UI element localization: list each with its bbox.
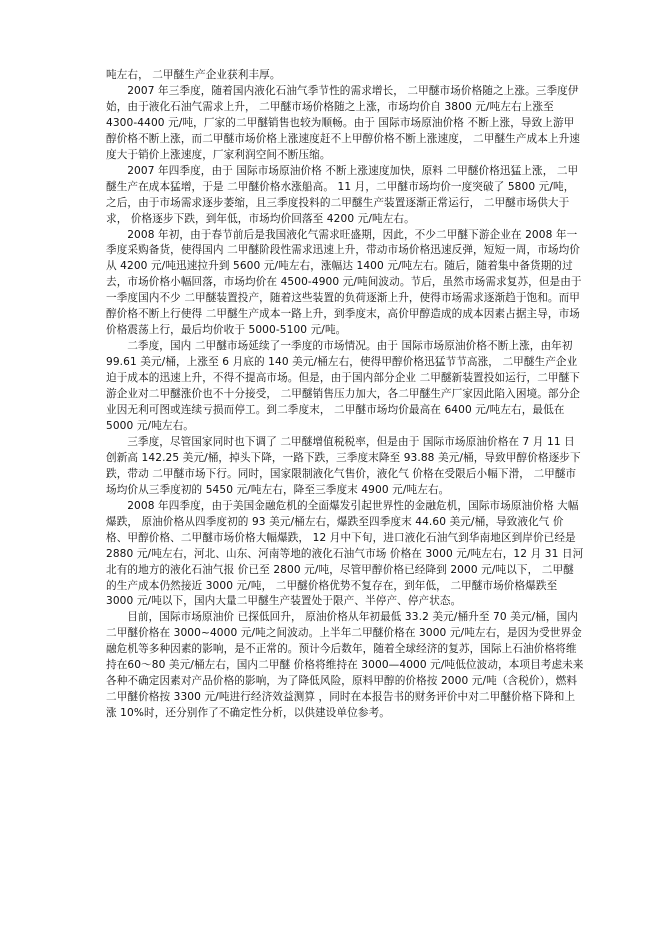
paragraph: 2008 年四季度，由于美国金融危机的全面爆发引起世界性的金融危机，国际市场原油价格 大幅爆跌， 原油价格从四季度初的 93 美元/桶左右，爆跌至四季度末 44.60 美元/桶，导致液化气 价格、甲醇价格、二甲醚市场价格大幅爆跌， 12 月中下旬，进口液化石油气到华南地区到岸价已经是 2880 元/吨左右，河北、山东、河南等地的液化石油气市场 价格在 3000 元/吨左右，12 月 31 日河北有的地方的液化石油气报 价已至 2800 元/吨，尽管甲醇价格已经降到 2000 元/吨以下， 二甲醚的生产成本仍然接近 3000 元/吨， 二甲醚价格优势不复存在，到年低， 二甲醚市场价格爆跌至 3000 元/吨以下，国内大量二甲醚生产装置处于限产、半停产、停产状态。	[106, 499, 584, 608]
document-body	[106, 68, 584, 722]
paragraph: 目前，国际市场原油价 已探低回升， 原油价格从年初最低 33.2 美元/桶升至 70 美元/桶，国内二甲醚价格在 3000~4000 元/吨之间波动。上半年二甲醚价格在 3000 元/吨左右，是因为受世界金融危机等多种因素的影响，是不正常的。预计今后数年，随着全球经济的复苏，国际上石油价格将维持在60～80 美元/桶左右，国内二甲醚 价格将维持在 3000—4000 元/吨低位波动，本项目考虑未来各种不确定因素对产品价格的影响，为了降低风险，原料甲醇的价格按 2000 元/吨（含税价），燃料二甲醚价格按 3300 元/吨进行经济效益测算 ，同时在本报告书的财务评价中对二甲醚价格下降和上涨 10%时，还分别作了不确定性分析，以供建设单位参考。	[106, 611, 584, 720]
paragraph: 吨左右， 二甲醚生产企业获利丰厚。	[106, 69, 281, 81]
paragraph: 二季度，国内 二甲醚市场延续了一季度的市场情况。由于 国际市场原油价格不断上涨，由年初 99.61 美元/桶，上涨至 6 月底的 140 美元/桶左右，使得甲醇价格迅猛节节高涨， 二甲醚生产企业迫于成本的迅速上升，不得不提高市场。但是，由于国内部分企业 二甲醚新装置投如运行，二甲醚下游企业对二甲醚涨价也不十分接受， 二甲醚销售压力加大，各二甲醚生产厂家因此陷入困境。部分企业因无利可图或连续亏损而停工。到二季度末， 二甲醚市场均价最高在 6400 元/吨左右，最低在 5000 元/吨左右。	[106, 340, 580, 432]
paragraph: 2007 年四季度，由于 国际市场原油价格 不断上涨速度加快，原料 二甲醚价格迅猛上涨， 二甲醚生产在成本猛增，于是 二甲醚价格水涨船高。 11 月，二甲醚市场均价一度突破了 5800 元/吨，之后，由于市场需求逐步萎缩，且三季度投料的二甲醚生产装置逐渐正常运行， 二甲醚市场供大于求， 价格逐步下跌，到年低，市场均价回落至 4200 元/吨左右。	[106, 164, 579, 225]
paragraph: 2007 年三季度，随着国内液化石油气季节性的需求增长， 二甲醚市场价格随之上涨。三季度伊始，由于液化石油气需求上升， 二甲醚市场价格随之上涨，市场均价自 3800 元/吨左右上涨至 4300-4400 元/吨，厂家的二甲醚销售也较为顺畅。由于 国际市场原油价格 不断上涨，导致上游甲醇价格不断上涨，而二甲醚市场价格上涨速度赶不上甲醇价格不断上涨速度， 二甲醚生产成本上升速度大于销价上涨速度，厂家利润空间不断压缩。	[106, 84, 580, 161]
paragraph: 三季度，尽管国家同时也下调了 二甲醚增值税税率，但是由于 国际市场原油价格在 7 月 11 日创新高 142.25 美元/桶，掉头下降，一路下跌，三季度末降至 93.88 美元/桶，导致甲醇价格逐步下跌，带动 二甲醚市场下行。同时，国家限制液化气售价，液化气 价格在受限后小幅下滑， 二甲醚市场均价从三季度初的 5450 元/吨左右，降至三季度末 4900 元/吨左右。	[106, 435, 581, 496]
paragraph: 2008 年初，由于春节前后是我国液化气需求旺盛期，因此，不少二甲醚下游企业在 2008 年一季度采购备货，使得国内 二甲醚阶段性需求迅速上升，带动市场价格迅速反弹，短短一周，市场均价从 4200 元/吨迅速拉升到 5600 元/吨左右，涨幅达 1400 元/吨左右。随后，随着集中备货期的过去，市场价格小幅回落，市场均价在 4500-4900 元/吨间波动。节后，虽然市场需求复苏，但是由于一季度国内不少 二甲醚装置投产，随着这些装置的负荷逐渐上升，使得市场需求逐渐趋于饱和。而甲醇价格不断上行使得 二甲醚生产成本一路上升，到季度末，高价甲醇造成的成本因素占据主导，市场价格震荡上行，最后均价收于 5000-5100 元/吨。	[106, 228, 582, 337]
